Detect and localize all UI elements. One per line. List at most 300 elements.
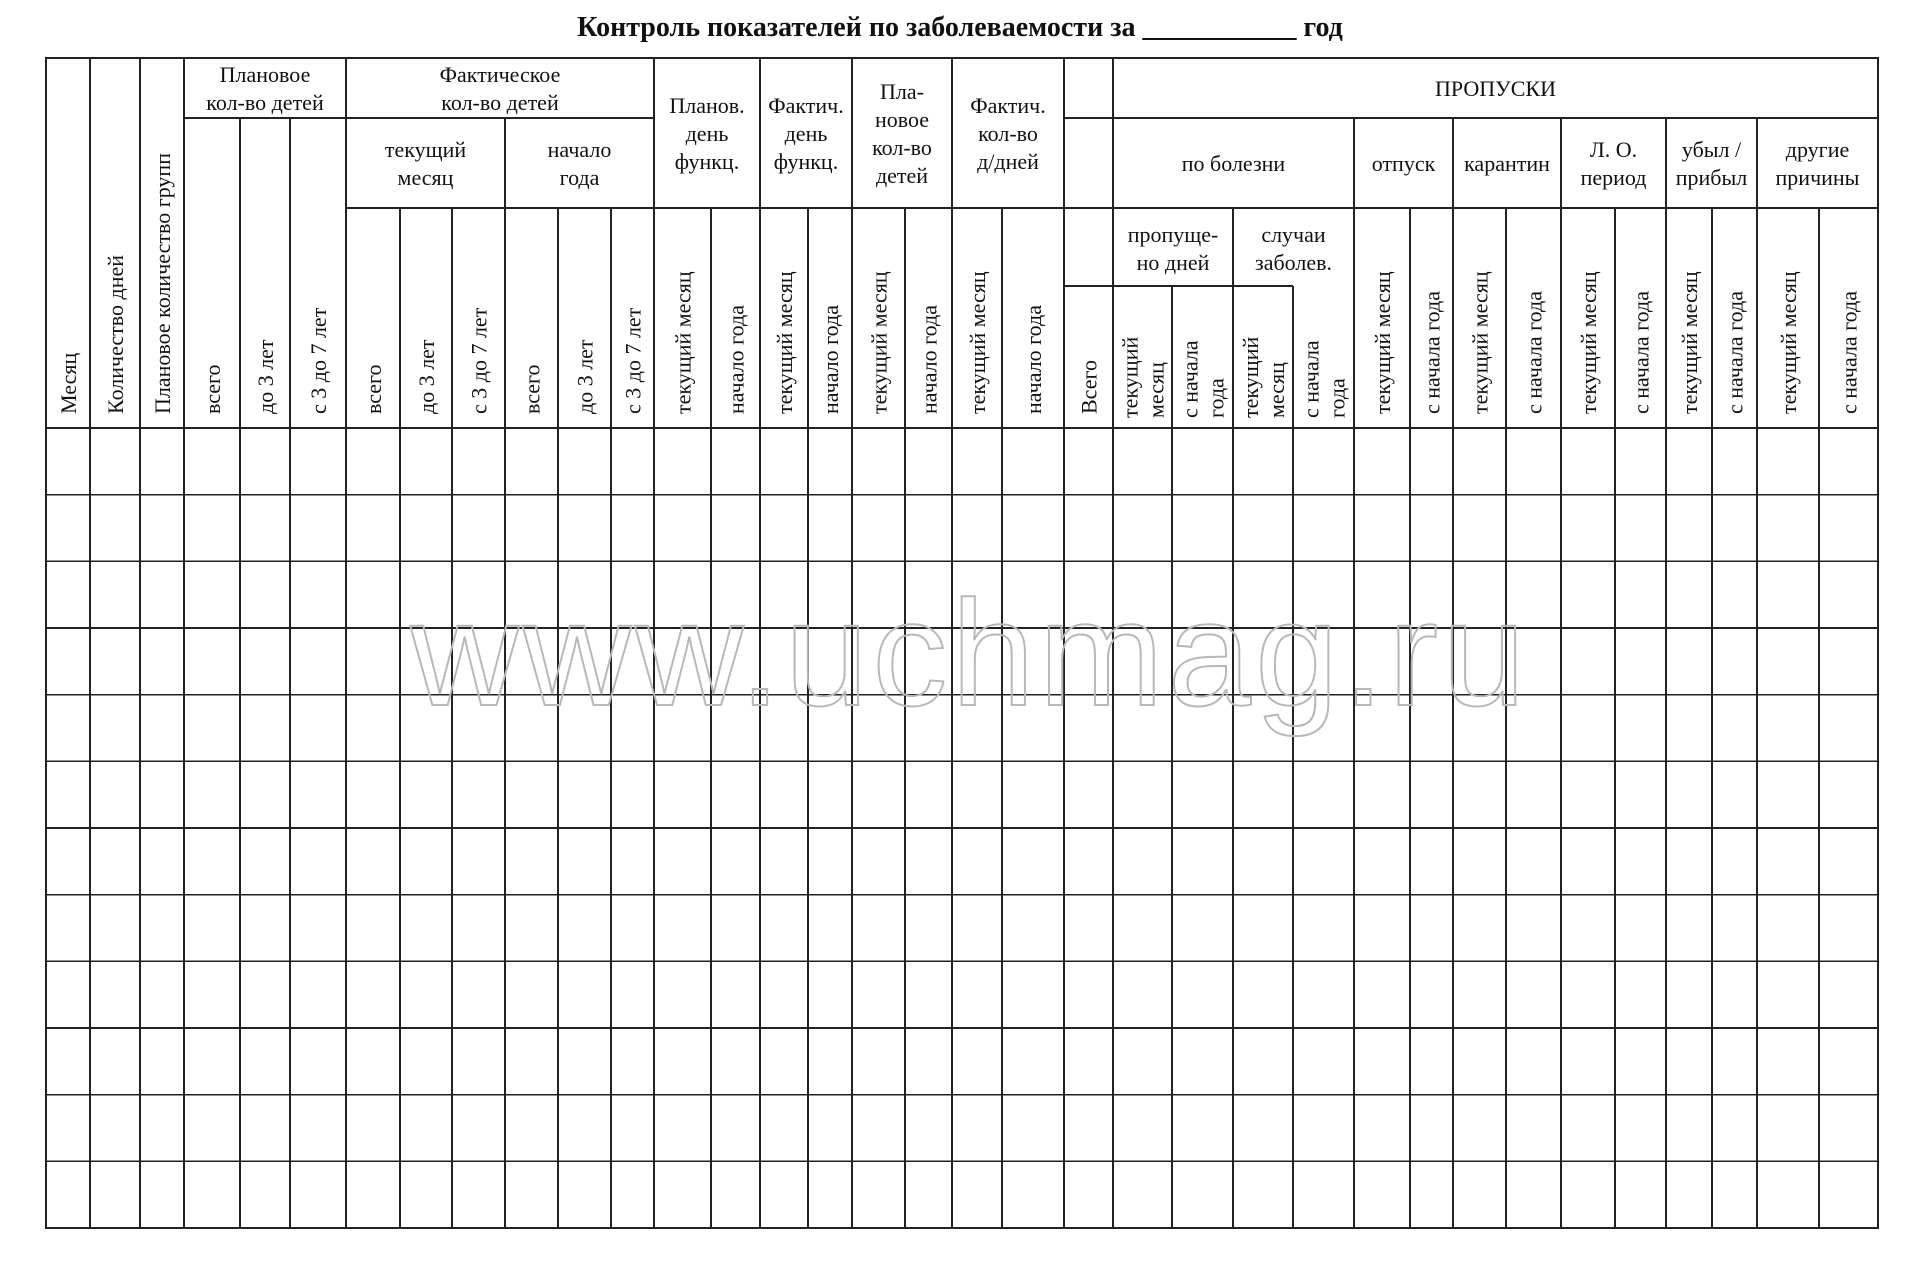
table-cell — [1454, 896, 1505, 961]
table-cell — [1507, 1096, 1560, 1161]
header-other-reasons: другие причины — [1775, 137, 1860, 190]
table-cell — [1454, 429, 1505, 494]
table-cell — [1758, 1162, 1818, 1227]
table-cell — [1355, 829, 1409, 894]
table-cell — [47, 962, 89, 1027]
table-cell — [1562, 896, 1614, 961]
header-summer-cur-month: текущий месяц — [1576, 271, 1601, 414]
table-cell — [1758, 496, 1818, 561]
table-cell — [47, 629, 89, 694]
table-row — [47, 429, 1877, 494]
table-cell — [47, 1096, 89, 1161]
table-cell — [1411, 496, 1452, 561]
table-cell — [1411, 1162, 1452, 1227]
table-cell — [1616, 496, 1665, 561]
header-actual-days-year-start: начало года — [1021, 305, 1046, 414]
table-cell — [612, 1029, 653, 1094]
table-cell — [712, 896, 759, 961]
table-cell — [347, 496, 399, 561]
table-cell — [453, 429, 504, 494]
table-cell — [185, 896, 239, 961]
table-cell — [347, 762, 399, 827]
header-absences: ПРОПУСКИ — [1435, 76, 1556, 101]
table-cell — [853, 962, 904, 1027]
table-cell — [241, 496, 289, 561]
table-cell — [906, 1096, 951, 1161]
header-left-arrived: убыл / прибыл — [1675, 137, 1748, 190]
table-cell — [1454, 1162, 1505, 1227]
table-cell — [347, 1162, 399, 1227]
header-total: Всего — [1076, 360, 1102, 414]
header-summer-since-year: с начала года — [1628, 291, 1654, 414]
table-cell — [291, 1162, 345, 1227]
header-actual-year-start: начало года — [547, 137, 612, 190]
table-cell — [291, 962, 345, 1027]
table-cell — [453, 1162, 504, 1227]
table-cell — [809, 496, 851, 561]
table-cell — [906, 429, 951, 494]
table-cell — [1173, 1162, 1232, 1227]
table-cell — [809, 1029, 851, 1094]
table-row — [47, 1162, 1877, 1227]
table-cell — [1507, 762, 1560, 827]
table-cell — [506, 496, 557, 561]
table-cell — [185, 562, 239, 627]
table-cell — [761, 762, 807, 827]
header-illness: по болезни — [1181, 151, 1286, 176]
table-cell — [906, 1029, 951, 1094]
table-cell — [141, 762, 183, 827]
table-cell — [953, 762, 1001, 827]
table-cell — [1234, 1096, 1292, 1161]
table-cell — [1758, 762, 1818, 827]
table-cell — [1173, 429, 1232, 494]
table-cell — [141, 962, 183, 1027]
table-cell — [1562, 1029, 1614, 1094]
table-cell — [1294, 429, 1353, 494]
table-cell — [141, 496, 183, 561]
table-cell — [853, 896, 904, 961]
table-cell — [1507, 1029, 1560, 1094]
table-cell — [559, 429, 610, 494]
table-cell — [91, 896, 139, 961]
table-cell — [853, 829, 904, 894]
table-cell — [906, 1162, 951, 1227]
table-cell — [1820, 1029, 1877, 1094]
table-cell — [1355, 1029, 1409, 1094]
table-cell — [1003, 496, 1063, 561]
table-cell — [953, 1029, 1001, 1094]
table-cell — [1114, 429, 1171, 494]
header-actual-start-under3: до 3 лет — [572, 339, 598, 414]
table-cell — [185, 829, 239, 894]
table-cell — [1616, 696, 1665, 761]
header-planned-count-year-start: начало года — [916, 305, 942, 414]
table-cell — [1820, 896, 1877, 961]
table-cell — [712, 962, 759, 1027]
table-cell — [1355, 1162, 1409, 1227]
table-cell — [47, 429, 89, 494]
table-cell — [1234, 1162, 1292, 1227]
table-cell — [1355, 429, 1409, 494]
table-cell — [655, 429, 710, 494]
table-cell — [906, 962, 951, 1027]
table-cell — [47, 696, 89, 761]
table-cell — [1003, 829, 1063, 894]
table-cell — [1234, 429, 1292, 494]
table-cell — [47, 1029, 89, 1094]
table-cell — [91, 762, 139, 827]
table-cell — [453, 896, 504, 961]
table-cell — [1065, 1029, 1112, 1094]
table-cell — [291, 696, 345, 761]
table-cell — [91, 1162, 139, 1227]
table-cell — [1234, 1029, 1292, 1094]
table-cell — [347, 829, 399, 894]
table-cell — [1114, 1096, 1171, 1161]
table-cell — [506, 1096, 557, 1161]
table-cell — [1114, 1162, 1171, 1227]
table-cell — [291, 1096, 345, 1161]
table-cell — [241, 829, 289, 894]
table-cell — [1294, 1162, 1353, 1227]
table-cell — [291, 429, 345, 494]
table-cell — [1173, 496, 1232, 561]
table-cell — [761, 429, 807, 494]
table-cell — [401, 1162, 451, 1227]
table-cell — [1355, 962, 1409, 1027]
table-cell — [953, 896, 1001, 961]
table-cell — [141, 1162, 183, 1227]
table-cell — [906, 762, 951, 827]
table-cell — [953, 496, 1001, 561]
table-cell — [401, 896, 451, 961]
table-cell — [809, 762, 851, 827]
table-cell — [655, 1162, 710, 1227]
table-cell — [185, 629, 239, 694]
table-cell — [1713, 696, 1756, 761]
header-cases-cur-month: текущиймесяц — [1238, 336, 1289, 418]
table-cell — [506, 1162, 557, 1227]
table-cell — [1173, 1096, 1232, 1161]
table-cell — [809, 962, 851, 1027]
table-cell — [1294, 896, 1353, 961]
table-cell — [1234, 962, 1292, 1027]
table-cell — [1114, 496, 1171, 561]
table-cell — [1667, 629, 1711, 694]
table-cell — [712, 496, 759, 561]
table-cell — [1616, 896, 1665, 961]
header-quarantine: карантин — [1464, 151, 1550, 176]
table-cell — [241, 962, 289, 1027]
header-actual-day: Фактич. день функц. — [768, 93, 844, 174]
header-vacation: отпуск — [1371, 151, 1436, 176]
table-cell — [453, 496, 504, 561]
table-cell — [347, 962, 399, 1027]
table-cell — [1454, 829, 1505, 894]
table-cell — [347, 696, 399, 761]
table-cell — [1507, 496, 1560, 561]
header-other-since-year: с начала года — [1836, 291, 1862, 414]
table-cell — [1065, 429, 1112, 494]
table-cell — [655, 896, 710, 961]
table-cell — [1065, 896, 1112, 961]
header-actual-days-cur-month: текущий месяц — [965, 271, 990, 414]
table-cell — [1713, 429, 1756, 494]
header-cases-since-year: с началагода — [1298, 340, 1350, 418]
table-cell — [47, 496, 89, 561]
table-row — [47, 829, 1877, 894]
table-cell — [1003, 762, 1063, 827]
table-cell — [1065, 496, 1112, 561]
table-cell — [1454, 762, 1505, 827]
table-cell — [1003, 1162, 1063, 1227]
table-cell — [291, 896, 345, 961]
table-cell — [853, 429, 904, 494]
table-cell — [1820, 562, 1877, 627]
table-cell — [453, 1029, 504, 1094]
table-cell — [853, 762, 904, 827]
header-actual-current-month: текущий месяц — [384, 137, 467, 190]
table-cell — [1758, 829, 1818, 894]
table-cell — [559, 496, 610, 561]
table-cell — [291, 829, 345, 894]
table-cell — [1562, 562, 1614, 627]
header-planned-3to7: с 3 до 7 лет — [306, 307, 331, 414]
table-cell — [1667, 562, 1711, 627]
table-cell — [1713, 629, 1756, 694]
header-actual-start-3to7: с 3 до 7 лет — [620, 307, 646, 414]
table-cell — [1820, 629, 1877, 694]
table-cell — [141, 896, 183, 961]
table-cell — [1355, 1096, 1409, 1161]
table-cell — [401, 962, 451, 1027]
table-cell — [347, 429, 399, 494]
table-cell — [953, 1096, 1001, 1161]
table-cell — [347, 1096, 399, 1161]
table-cell — [612, 429, 653, 494]
document-title: Контроль показателей по заболеваемости за ___________ год — [577, 12, 1343, 43]
header-left-arrived-since-year: с начала года — [1722, 291, 1748, 414]
table-cell — [655, 1029, 710, 1094]
table-cell — [1294, 1096, 1353, 1161]
table-cell — [141, 1096, 183, 1161]
table-cell — [1758, 896, 1818, 961]
table-cell — [655, 1096, 710, 1161]
table-cell — [453, 962, 504, 1027]
table-cell — [1667, 696, 1711, 761]
header-actual-cur-3to7: с 3 до 7 лет — [466, 307, 492, 414]
table-cell — [241, 1029, 289, 1094]
table-cell — [1713, 962, 1756, 1027]
table-cell — [853, 1096, 904, 1161]
table-cell — [91, 562, 139, 627]
table-cell — [1234, 896, 1292, 961]
table-cell — [1294, 762, 1353, 827]
table-cell — [141, 562, 183, 627]
table-cell — [953, 1162, 1001, 1227]
table-cell — [1003, 962, 1063, 1027]
watermark: www.uchmag.ru — [410, 569, 1530, 737]
table-cell — [141, 696, 183, 761]
table-cell — [1667, 962, 1711, 1027]
table-cell — [761, 1162, 807, 1227]
table-cell — [1454, 1029, 1505, 1094]
table-cell — [1667, 896, 1711, 961]
table-cell — [761, 962, 807, 1027]
table-cell — [401, 429, 451, 494]
table-cell — [809, 1096, 851, 1161]
table-cell — [1507, 896, 1560, 961]
table-cell — [1114, 762, 1171, 827]
table-cell — [1411, 762, 1452, 827]
table-cell — [655, 962, 710, 1027]
table-cell — [1507, 829, 1560, 894]
table-cell — [1820, 1096, 1877, 1161]
header-missed-cur-month: текущиймесяц — [1117, 336, 1169, 418]
table-cell — [1065, 962, 1112, 1027]
table-cell — [506, 762, 557, 827]
table-cell — [47, 829, 89, 894]
table-cell — [1562, 696, 1614, 761]
table-cell — [1114, 962, 1171, 1027]
table-cell — [1758, 629, 1818, 694]
table-cell — [906, 496, 951, 561]
table-cell — [809, 896, 851, 961]
table-cell — [712, 762, 759, 827]
header-vacation-since-year: с начала года — [1419, 291, 1445, 414]
table-cell — [1173, 896, 1232, 961]
header-days-count: Количество дней — [103, 254, 128, 414]
table-cell — [401, 1096, 451, 1161]
table-cell — [1234, 762, 1292, 827]
table-cell — [853, 1029, 904, 1094]
table-row — [47, 496, 1877, 561]
table-cell — [1667, 496, 1711, 561]
table-cell — [612, 829, 653, 894]
table-cell — [1065, 829, 1112, 894]
table-cell — [1173, 962, 1232, 1027]
table-cell — [1713, 496, 1756, 561]
table-row — [47, 1029, 1877, 1094]
table-cell — [559, 896, 610, 961]
table-cell — [1003, 429, 1063, 494]
table-cell — [453, 1096, 504, 1161]
table-cell — [1616, 829, 1665, 894]
table-cell — [1411, 962, 1452, 1027]
header-vacation-cur-month: текущий месяц — [1370, 271, 1395, 414]
table-cell — [141, 629, 183, 694]
table-cell — [1820, 1162, 1877, 1227]
table-cell — [612, 1162, 653, 1227]
table-cell — [809, 829, 851, 894]
table-cell — [712, 429, 759, 494]
table-cell — [241, 1162, 289, 1227]
table-cell — [1713, 896, 1756, 961]
table-cell — [1616, 1162, 1665, 1227]
table-headers — [56, 62, 1862, 418]
table-cell — [347, 896, 399, 961]
table-row — [47, 896, 1877, 961]
header-planned-day-cur-month: текущий месяц — [670, 271, 696, 414]
table-cell — [1562, 762, 1614, 827]
header-planned-under3: до 3 лет — [253, 339, 278, 414]
table-cell — [1667, 762, 1711, 827]
table-cell — [1616, 429, 1665, 494]
table-cell — [953, 829, 1001, 894]
table-cell — [559, 829, 610, 894]
header-planned-day: Планов. день функц. — [669, 93, 745, 174]
table-cell — [241, 762, 289, 827]
table-cell — [1294, 962, 1353, 1027]
header-other-cur-month: текущий месяц — [1776, 271, 1801, 414]
table-cell — [1758, 1096, 1818, 1161]
table-cell — [953, 429, 1001, 494]
table-cell — [1667, 829, 1711, 894]
table-cell — [401, 496, 451, 561]
table-cell — [612, 496, 653, 561]
table-cell — [347, 562, 399, 627]
table-cell — [401, 1029, 451, 1094]
table-cell — [453, 829, 504, 894]
table-cell — [91, 696, 139, 761]
table-cell — [291, 562, 345, 627]
table-cell — [906, 829, 951, 894]
table-cell — [506, 429, 557, 494]
table-cell — [47, 1162, 89, 1227]
table-cell — [1234, 496, 1292, 561]
table-cell — [1616, 1096, 1665, 1161]
table-cell — [1713, 762, 1756, 827]
table-cell — [1411, 429, 1452, 494]
table-cell — [1713, 1029, 1756, 1094]
table-cell — [241, 629, 289, 694]
table-cell — [185, 762, 239, 827]
table-cell — [141, 429, 183, 494]
header-quarantine-cur-month: текущий месяц — [1467, 271, 1493, 414]
table-cell — [1820, 496, 1877, 561]
table-cell — [506, 1029, 557, 1094]
header-missed-since-year: с началагода — [1177, 340, 1229, 418]
table-cell — [1562, 962, 1614, 1027]
table-cell — [185, 1096, 239, 1161]
header-planned-day-year-start: начало года — [723, 305, 749, 414]
table-cell — [47, 762, 89, 827]
table-cell — [1173, 1029, 1232, 1094]
table-cell — [1114, 829, 1171, 894]
table-cell — [1507, 962, 1560, 1027]
header-cases: случаи заболев. — [1255, 222, 1332, 275]
table-cell — [291, 762, 345, 827]
table-cell — [1065, 1096, 1112, 1161]
table-cell — [906, 896, 951, 961]
table-cell — [1713, 1162, 1756, 1227]
table-cell — [291, 1029, 345, 1094]
table-cell — [809, 1162, 851, 1227]
table-cell — [761, 496, 807, 561]
table-cell — [241, 1096, 289, 1161]
table-cell — [91, 1096, 139, 1161]
table-cell — [1562, 496, 1614, 561]
table-cell — [1355, 762, 1409, 827]
table-cell — [1507, 1162, 1560, 1227]
table-cell — [1173, 829, 1232, 894]
header-left-arrived-cur-month: текущий месяц — [1677, 271, 1702, 414]
table-cell — [1616, 762, 1665, 827]
table-cell — [853, 496, 904, 561]
table-cell — [241, 696, 289, 761]
header-planned-groups: Плановое количество групп — [150, 153, 175, 414]
